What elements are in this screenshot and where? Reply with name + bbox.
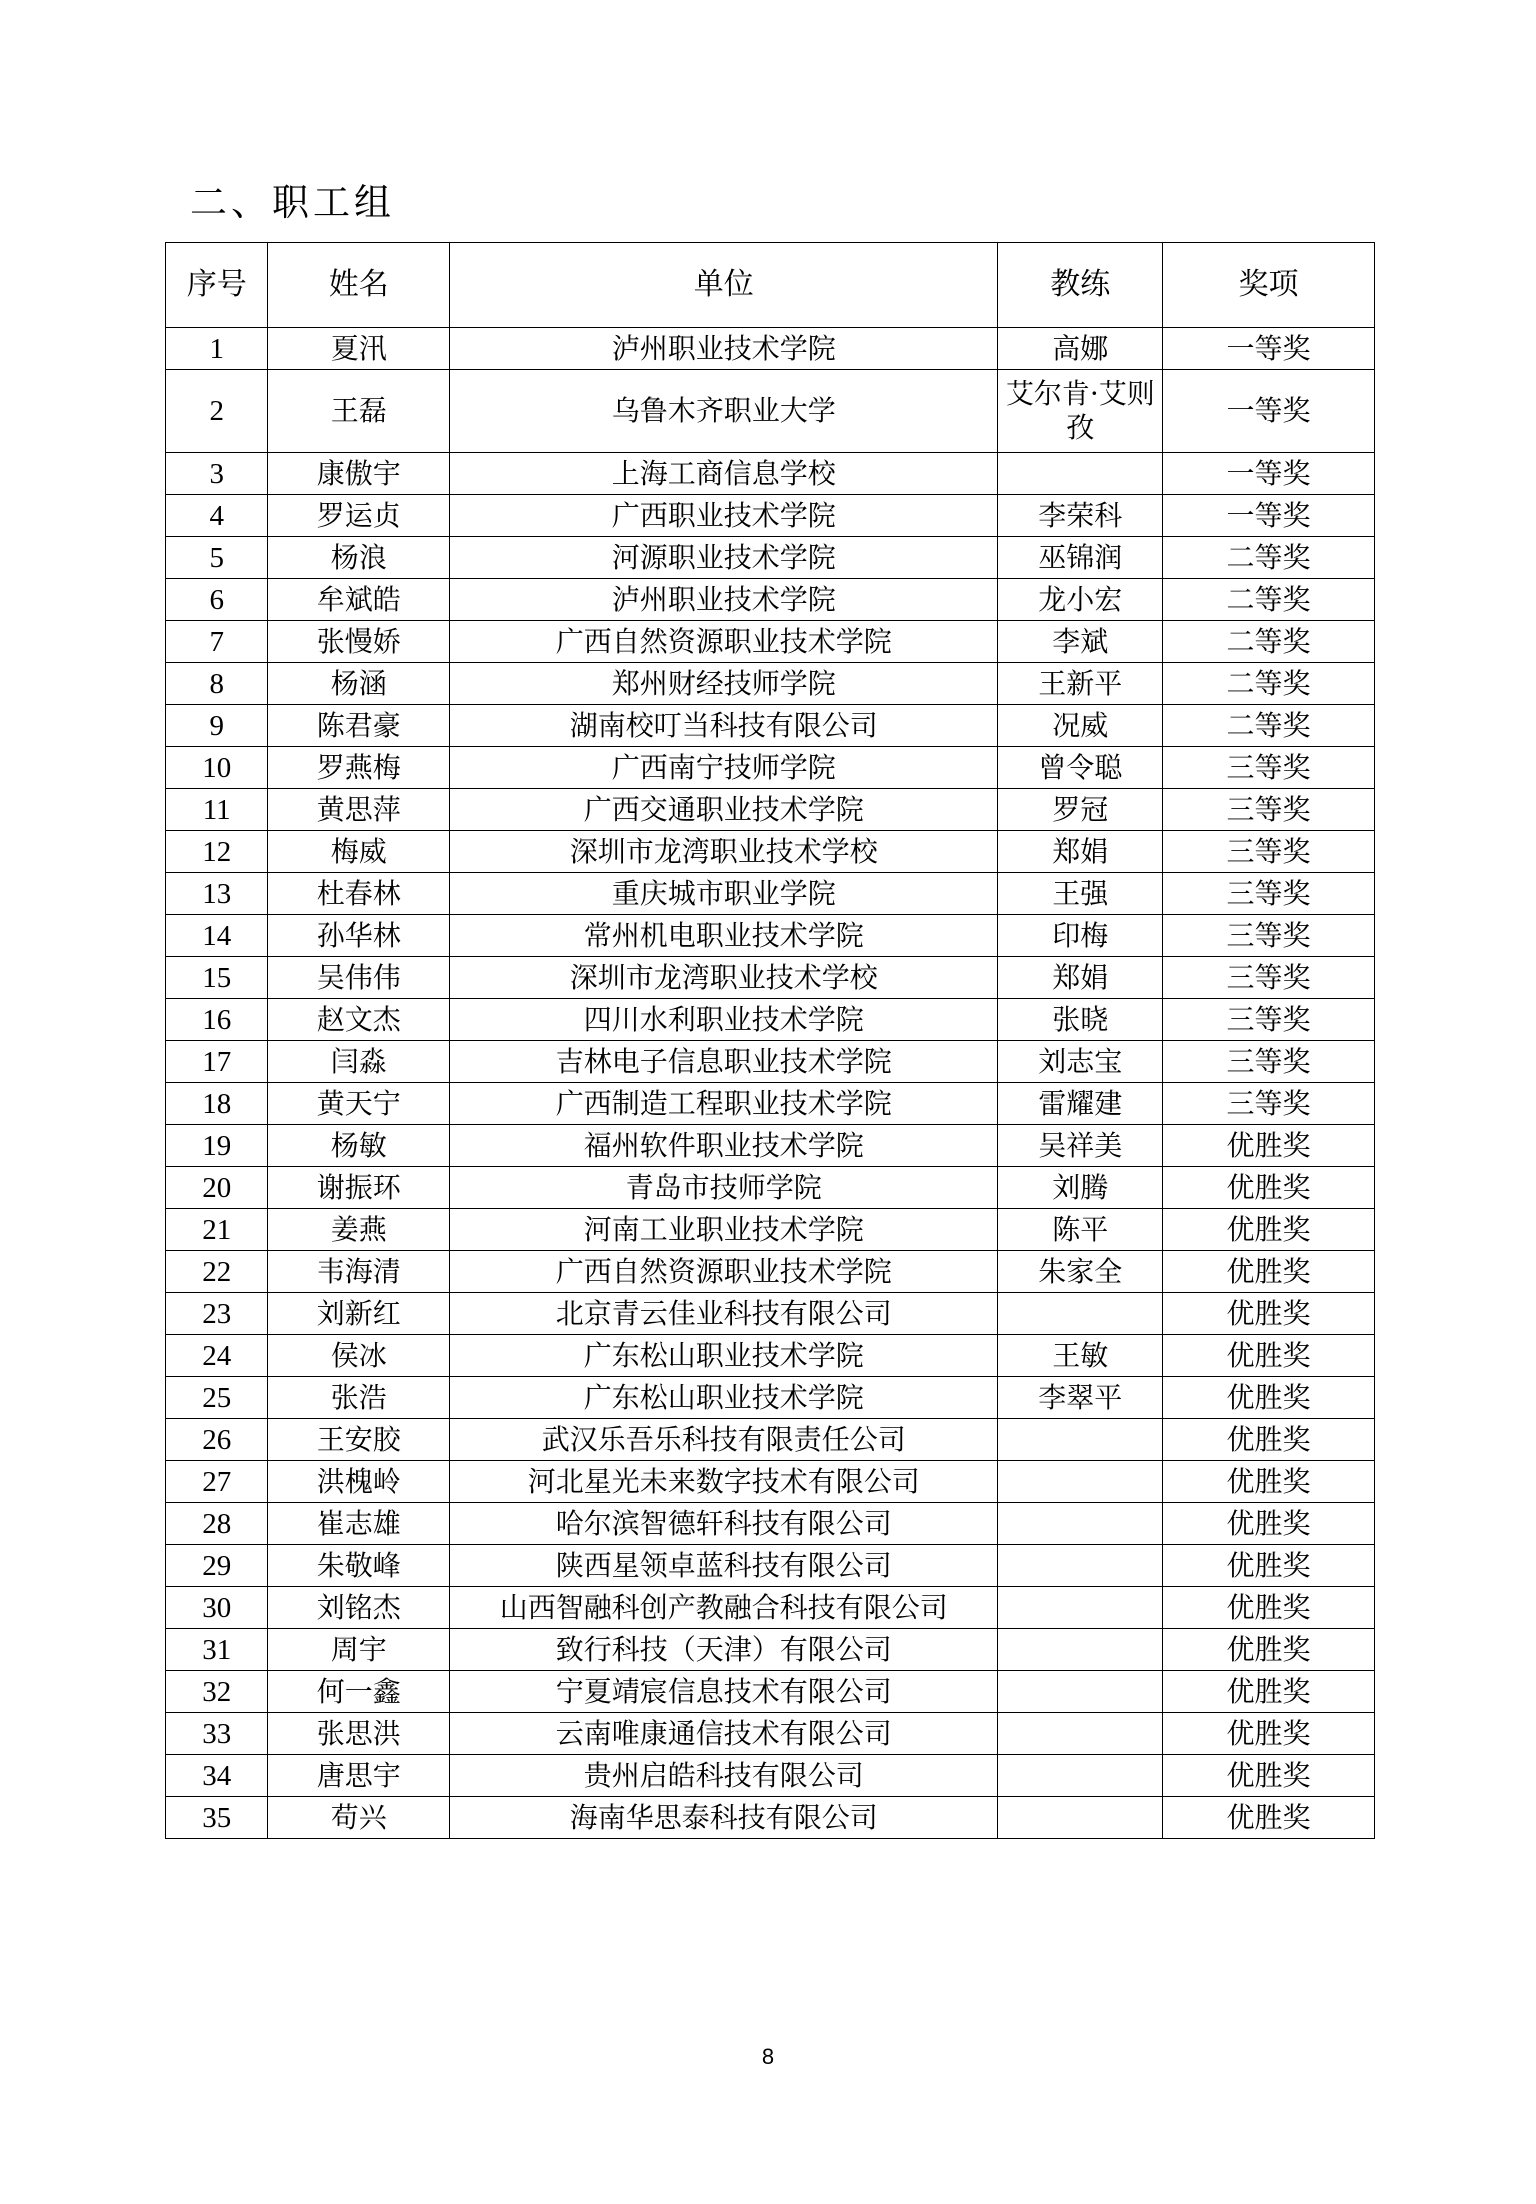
cell-unit: 河北星光未来数字技术有限公司: [450, 1461, 998, 1503]
cell-unit: 北京青云佳业科技有限公司: [450, 1293, 998, 1335]
cell-seq: 34: [166, 1755, 268, 1797]
cell-name: 王安胶: [268, 1419, 450, 1461]
cell-name: 康傲宇: [268, 453, 450, 495]
cell-unit: 宁夏靖宸信息技术有限公司: [450, 1671, 998, 1713]
cell-seq: 35: [166, 1797, 268, 1839]
cell-name: 吴伟伟: [268, 957, 450, 999]
cell-coach: [998, 1629, 1163, 1671]
cell-award: 三等奖: [1163, 1041, 1375, 1083]
cell-seq: 12: [166, 831, 268, 873]
cell-name: 唐思宇: [268, 1755, 450, 1797]
cell-name: 张思洪: [268, 1713, 450, 1755]
cell-seq: 2: [166, 370, 268, 453]
cell-award: 一等奖: [1163, 370, 1375, 453]
cell-award: 优胜奖: [1163, 1755, 1375, 1797]
table-row: [166, 1629, 1375, 1671]
cell-unit: 广西制造工程职业技术学院: [450, 1083, 998, 1125]
cell-coach: 高娜: [998, 328, 1163, 370]
cell-coach: [998, 1545, 1163, 1587]
page-number: 8: [761, 2044, 775, 2069]
table-row: [166, 999, 1375, 1041]
table-row: [166, 1041, 1375, 1083]
cell-name: 罗运贞: [268, 495, 450, 537]
cell-award: 三等奖: [1163, 999, 1375, 1041]
table-row: [166, 1293, 1375, 1335]
cell-unit: 重庆城市职业学院: [450, 873, 998, 915]
cell-coach: [998, 1293, 1163, 1335]
cell-coach: 刘志宝: [998, 1041, 1163, 1083]
cell-unit: 深圳市龙湾职业技术学校: [450, 957, 998, 999]
cell-award: 三等奖: [1163, 747, 1375, 789]
cell-coach: [998, 1797, 1163, 1839]
cell-seq: 27: [166, 1461, 268, 1503]
cell-unit: 郑州财经技师学院: [450, 663, 998, 705]
cell-coach: 李荣科: [998, 495, 1163, 537]
cell-award: 三等奖: [1163, 789, 1375, 831]
table-body: [166, 328, 1375, 1839]
cell-coach: 王强: [998, 873, 1163, 915]
cell-award: 优胜奖: [1163, 1377, 1375, 1419]
cell-name: 杜春林: [268, 873, 450, 915]
cell-seq: 7: [166, 621, 268, 663]
cell-award: 三等奖: [1163, 831, 1375, 873]
table-row: [166, 1083, 1375, 1125]
cell-award: 优胜奖: [1163, 1293, 1375, 1335]
table-row: [166, 1251, 1375, 1293]
cell-unit: 河南工业职业技术学院: [450, 1209, 998, 1251]
cell-seq: 26: [166, 1419, 268, 1461]
cell-award: 优胜奖: [1163, 1629, 1375, 1671]
cell-unit: 常州机电职业技术学院: [450, 915, 998, 957]
cell-unit: 青岛市技师学院: [450, 1167, 998, 1209]
cell-coach: [998, 1503, 1163, 1545]
cell-unit: 广西交通职业技术学院: [450, 789, 998, 831]
cell-unit: 福州软件职业技术学院: [450, 1125, 998, 1167]
cell-unit: 广西职业技术学院: [450, 495, 998, 537]
cell-unit: 广东松山职业技术学院: [450, 1377, 998, 1419]
cell-coach: [998, 1587, 1163, 1629]
cell-seq: 14: [166, 915, 268, 957]
cell-name: 崔志雄: [268, 1503, 450, 1545]
header-name: 姓名: [268, 243, 450, 328]
cell-seq: 33: [166, 1713, 268, 1755]
cell-name: 姜燕: [268, 1209, 450, 1251]
cell-unit: 河源职业技术学院: [450, 537, 998, 579]
table-row: [166, 579, 1375, 621]
cell-coach: 罗冠: [998, 789, 1163, 831]
cell-unit: 云南唯康通信技术有限公司: [450, 1713, 998, 1755]
cell-award: 优胜奖: [1163, 1587, 1375, 1629]
table-header: [166, 243, 1375, 328]
cell-award: 优胜奖: [1163, 1251, 1375, 1293]
table-row: [166, 1209, 1375, 1251]
table-row: [166, 1503, 1375, 1545]
cell-coach: 王敏: [998, 1335, 1163, 1377]
cell-seq: 25: [166, 1377, 268, 1419]
cell-seq: 18: [166, 1083, 268, 1125]
cell-unit: 贵州启皓科技有限公司: [450, 1755, 998, 1797]
cell-seq: 1: [166, 328, 268, 370]
cell-name: 苟兴: [268, 1797, 450, 1839]
cell-unit: 吉林电子信息职业技术学院: [450, 1041, 998, 1083]
cell-seq: 23: [166, 1293, 268, 1335]
cell-award: 优胜奖: [1163, 1713, 1375, 1755]
cell-award: 优胜奖: [1163, 1797, 1375, 1839]
cell-award: 二等奖: [1163, 621, 1375, 663]
cell-unit: 哈尔滨智德轩科技有限公司: [450, 1503, 998, 1545]
table-row: [166, 831, 1375, 873]
cell-name: 黄天宁: [268, 1083, 450, 1125]
header-unit: 单位: [450, 243, 998, 328]
table-row: [166, 1755, 1375, 1797]
cell-name: 何一鑫: [268, 1671, 450, 1713]
table-row: [166, 1125, 1375, 1167]
cell-seq: 30: [166, 1587, 268, 1629]
header-row: [166, 243, 1375, 328]
cell-award: 二等奖: [1163, 579, 1375, 621]
cell-name: 刘新红: [268, 1293, 450, 1335]
table-row: [166, 1377, 1375, 1419]
cell-award: 一等奖: [1163, 453, 1375, 495]
table-row: [166, 621, 1375, 663]
cell-award: 优胜奖: [1163, 1671, 1375, 1713]
table-row: [166, 789, 1375, 831]
cell-award: 三等奖: [1163, 957, 1375, 999]
section-title: 二、职工组: [190, 181, 395, 224]
table-row: [166, 1713, 1375, 1755]
table-row: [166, 370, 1375, 453]
cell-coach: 巫锦润: [998, 537, 1163, 579]
cell-name: 杨浪: [268, 537, 450, 579]
award-table: [165, 242, 1375, 1839]
cell-award: 优胜奖: [1163, 1419, 1375, 1461]
table-row: [166, 873, 1375, 915]
cell-name: 杨敏: [268, 1125, 450, 1167]
cell-seq: 17: [166, 1041, 268, 1083]
table-row: [166, 957, 1375, 999]
cell-unit: 致行科技（天津）有限公司: [450, 1629, 998, 1671]
cell-unit: 泸州职业技术学院: [450, 328, 998, 370]
table-row: [166, 915, 1375, 957]
cell-seq: 16: [166, 999, 268, 1041]
cell-name: 夏汛: [268, 328, 450, 370]
cell-award: 优胜奖: [1163, 1335, 1375, 1377]
cell-unit: 广西自然资源职业技术学院: [450, 621, 998, 663]
cell-award: 一等奖: [1163, 328, 1375, 370]
cell-name: 周宇: [268, 1629, 450, 1671]
cell-name: 陈君豪: [268, 705, 450, 747]
cell-coach: 况威: [998, 705, 1163, 747]
cell-seq: 11: [166, 789, 268, 831]
cell-award: 优胜奖: [1163, 1167, 1375, 1209]
cell-name: 黄思萍: [268, 789, 450, 831]
table-row: [166, 1587, 1375, 1629]
cell-seq: 29: [166, 1545, 268, 1587]
cell-unit: 泸州职业技术学院: [450, 579, 998, 621]
cell-seq: 6: [166, 579, 268, 621]
table-row: [166, 453, 1375, 495]
cell-award: 优胜奖: [1163, 1209, 1375, 1251]
cell-coach: 雷耀建: [998, 1083, 1163, 1125]
cell-seq: 19: [166, 1125, 268, 1167]
cell-award: 优胜奖: [1163, 1125, 1375, 1167]
cell-seq: 4: [166, 495, 268, 537]
table-row: [166, 537, 1375, 579]
cell-name: 牟斌皓: [268, 579, 450, 621]
cell-coach: 王新平: [998, 663, 1163, 705]
cell-seq: 20: [166, 1167, 268, 1209]
cell-award: 三等奖: [1163, 873, 1375, 915]
cell-coach: 刘腾: [998, 1167, 1163, 1209]
table-row: [166, 1419, 1375, 1461]
cell-award: 优胜奖: [1163, 1545, 1375, 1587]
cell-seq: 9: [166, 705, 268, 747]
header-coach: 教练: [998, 243, 1163, 328]
cell-seq: 13: [166, 873, 268, 915]
cell-unit: 海南华思泰科技有限公司: [450, 1797, 998, 1839]
cell-award: 优胜奖: [1163, 1503, 1375, 1545]
cell-seq: 24: [166, 1335, 268, 1377]
table-row: [166, 495, 1375, 537]
cell-name: 张慢娇: [268, 621, 450, 663]
cell-coach: 李翠平: [998, 1377, 1163, 1419]
table-row: [166, 1335, 1375, 1377]
cell-seq: 5: [166, 537, 268, 579]
cell-unit: 山西智融科创产教融合科技有限公司: [450, 1587, 998, 1629]
cell-unit: 乌鲁木齐职业大学: [450, 370, 998, 453]
cell-unit: 四川水利职业技术学院: [450, 999, 998, 1041]
cell-coach: 印梅: [998, 915, 1163, 957]
cell-unit: 广西自然资源职业技术学院: [450, 1251, 998, 1293]
cell-name: 谢振环: [268, 1167, 450, 1209]
cell-coach: 朱家全: [998, 1251, 1163, 1293]
cell-unit: 广西南宁技师学院: [450, 747, 998, 789]
cell-coach: [998, 1419, 1163, 1461]
cell-award: 三等奖: [1163, 1083, 1375, 1125]
header-seq: 序号: [166, 243, 268, 328]
cell-seq: 8: [166, 663, 268, 705]
cell-coach: 李斌: [998, 621, 1163, 663]
cell-seq: 22: [166, 1251, 268, 1293]
table-row: [166, 1797, 1375, 1839]
cell-seq: 21: [166, 1209, 268, 1251]
cell-name: 孙华林: [268, 915, 450, 957]
table-row: [166, 1671, 1375, 1713]
cell-name: 罗燕梅: [268, 747, 450, 789]
cell-seq: 28: [166, 1503, 268, 1545]
cell-award: 二等奖: [1163, 537, 1375, 579]
cell-unit: 陕西星领卓蓝科技有限公司: [450, 1545, 998, 1587]
cell-coach: 郑娟: [998, 831, 1163, 873]
cell-coach: [998, 1671, 1163, 1713]
cell-seq: 10: [166, 747, 268, 789]
cell-award: 优胜奖: [1163, 1461, 1375, 1503]
cell-name: 韦海清: [268, 1251, 450, 1293]
cell-name: 侯冰: [268, 1335, 450, 1377]
cell-unit: 深圳市龙湾职业技术学校: [450, 831, 998, 873]
cell-coach: 艾尔肯·艾则孜: [998, 370, 1163, 453]
cell-coach: [998, 1461, 1163, 1503]
cell-award: 二等奖: [1163, 663, 1375, 705]
cell-coach: 陈平: [998, 1209, 1163, 1251]
cell-name: 王磊: [268, 370, 450, 453]
cell-name: 杨涵: [268, 663, 450, 705]
table-row: [166, 663, 1375, 705]
cell-coach: [998, 1713, 1163, 1755]
cell-coach: 张晓: [998, 999, 1163, 1041]
cell-unit: 湖南校叮当科技有限公司: [450, 705, 998, 747]
cell-name: 朱敬峰: [268, 1545, 450, 1587]
cell-coach: [998, 453, 1163, 495]
cell-coach: 郑娟: [998, 957, 1163, 999]
cell-name: 刘铭杰: [268, 1587, 450, 1629]
cell-seq: 15: [166, 957, 268, 999]
cell-coach: 吴祥美: [998, 1125, 1163, 1167]
table-row: [166, 1167, 1375, 1209]
table-row: [166, 1461, 1375, 1503]
cell-coach: 曾令聪: [998, 747, 1163, 789]
table-row: [166, 1545, 1375, 1587]
cell-award: 三等奖: [1163, 915, 1375, 957]
cell-name: 洪槐岭: [268, 1461, 450, 1503]
cell-unit: 上海工商信息学校: [450, 453, 998, 495]
table-row: [166, 747, 1375, 789]
cell-award: 一等奖: [1163, 495, 1375, 537]
cell-award: 二等奖: [1163, 705, 1375, 747]
cell-seq: 3: [166, 453, 268, 495]
cell-name: 梅威: [268, 831, 450, 873]
cell-name: 闫淼: [268, 1041, 450, 1083]
cell-unit: 广东松山职业技术学院: [450, 1335, 998, 1377]
header-award: 奖项: [1163, 243, 1375, 328]
cell-coach: [998, 1755, 1163, 1797]
table-row: [166, 705, 1375, 747]
cell-coach: 龙小宏: [998, 579, 1163, 621]
cell-seq: 31: [166, 1629, 268, 1671]
table-row: [166, 328, 1375, 370]
cell-seq: 32: [166, 1671, 268, 1713]
cell-name: 赵文杰: [268, 999, 450, 1041]
cell-name: 张浩: [268, 1377, 450, 1419]
cell-unit: 武汉乐吾乐科技有限责任公司: [450, 1419, 998, 1461]
